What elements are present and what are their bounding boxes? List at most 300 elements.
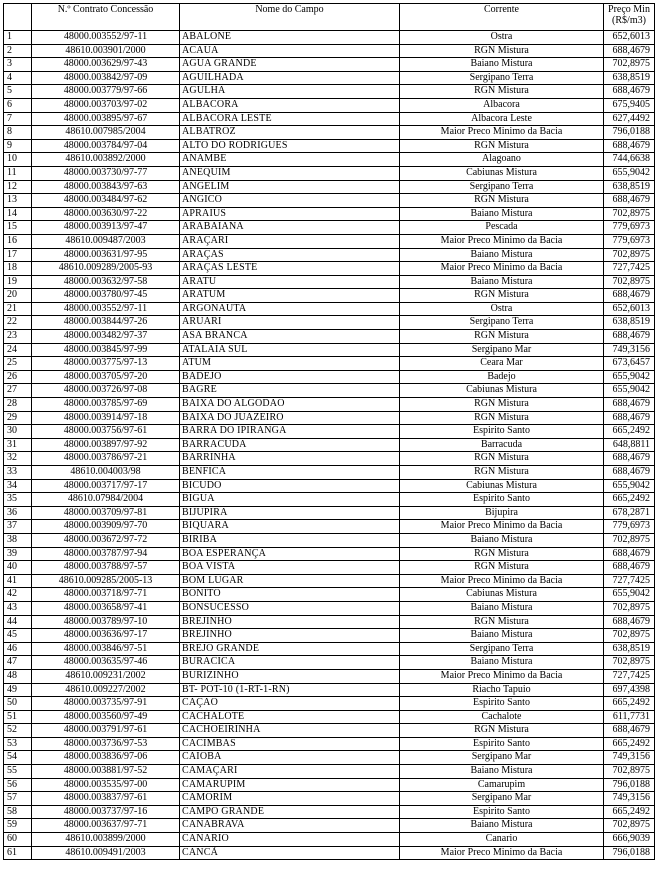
current-name: RGN Mistura: [400, 411, 604, 425]
min-price: 665,2492: [604, 697, 655, 711]
current-name: Baiano Mistura: [400, 629, 604, 643]
field-name: BARRA DO IPIRANGA: [180, 425, 400, 439]
table-body: [4, 31, 655, 860]
table-row: [4, 234, 655, 248]
min-price: 749,3156: [604, 343, 655, 357]
current-name: RGN Mistura: [400, 466, 604, 480]
current-name: Canario: [400, 833, 604, 847]
header-row: [4, 4, 655, 31]
contract-number: 48610.07984/2004: [32, 493, 180, 507]
row-index: 2: [4, 44, 32, 58]
row-index: 45: [4, 629, 32, 643]
table-row: [4, 751, 655, 765]
row-index: 33: [4, 466, 32, 480]
row-index: 44: [4, 615, 32, 629]
field-name: ABALONE: [180, 31, 400, 45]
contract-number: 48000.003785/97-69: [32, 398, 180, 412]
field-name: BAIXA DO ALGODAO: [180, 398, 400, 412]
current-name: RGN Mistura: [400, 615, 604, 629]
contract-number: 48000.003844/97-26: [32, 316, 180, 330]
current-name: RGN Mistura: [400, 452, 604, 466]
field-name: ALTO DO RODRIGUES: [180, 139, 400, 153]
field-name: BIGUA: [180, 493, 400, 507]
header-price-line2: (R$/m3): [612, 15, 646, 26]
header-contract: N.º Contrato Concessão: [32, 4, 180, 31]
min-price: 665,2492: [604, 805, 655, 819]
table-row: [4, 85, 655, 99]
field-name: AGUA GRANDE: [180, 58, 400, 72]
current-name: Baiano Mistura: [400, 533, 604, 547]
table-row: [4, 765, 655, 779]
current-name: Maior Preco Minimo da Bacia: [400, 669, 604, 683]
field-name: BURACICA: [180, 656, 400, 670]
current-name: RGN Mistura: [400, 547, 604, 561]
table-row: [4, 710, 655, 724]
contract-number: 48610.003901/2000: [32, 44, 180, 58]
field-name: ARABAIANA: [180, 221, 400, 235]
min-price: 688,4679: [604, 330, 655, 344]
field-name: BREJO GRANDE: [180, 642, 400, 656]
field-name: ARAÇAS LESTE: [180, 262, 400, 276]
current-name: Maior Preco Minimo da Bacia: [400, 846, 604, 860]
table-row: [4, 452, 655, 466]
current-name: Baiano Mistura: [400, 207, 604, 221]
current-name: Maior Preco Minimo da Bacia: [400, 234, 604, 248]
current-name: Baiano Mistura: [400, 819, 604, 833]
table-row: [4, 289, 655, 303]
min-price: 652,6013: [604, 302, 655, 316]
contract-number: 48000.003786/97-21: [32, 452, 180, 466]
contract-number: 48000.003909/97-70: [32, 520, 180, 534]
contract-number: 48000.003845/97-99: [32, 343, 180, 357]
field-name: ATALAIA SUL: [180, 343, 400, 357]
row-index: 55: [4, 765, 32, 779]
row-index: 29: [4, 411, 32, 425]
contract-number: 48000.003843/97-63: [32, 180, 180, 194]
table-row: [4, 683, 655, 697]
table-row: [4, 561, 655, 575]
table-row: [4, 302, 655, 316]
contract-number: 48000.003552/97-11: [32, 31, 180, 45]
row-index: 54: [4, 751, 32, 765]
row-index: 1: [4, 31, 32, 45]
table-row: [4, 153, 655, 167]
min-price: 655,9042: [604, 384, 655, 398]
min-price: 688,4679: [604, 44, 655, 58]
field-name: BOM LUGAR: [180, 574, 400, 588]
current-name: Espirito Santo: [400, 737, 604, 751]
contract-number: 48000.003726/97-08: [32, 384, 180, 398]
field-name: CAMARUPIM: [180, 778, 400, 792]
table-row: [4, 275, 655, 289]
current-name: Baiano Mistura: [400, 656, 604, 670]
field-name: BICUDO: [180, 479, 400, 493]
contract-number: 48000.003787/97-94: [32, 547, 180, 561]
min-price: 779,6973: [604, 221, 655, 235]
current-name: Cabiunas Mistura: [400, 479, 604, 493]
field-name: BOA ESPERANÇA: [180, 547, 400, 561]
min-price: 688,4679: [604, 724, 655, 738]
field-name: BURIZINHO: [180, 669, 400, 683]
min-price: 688,4679: [604, 194, 655, 208]
table-row: [4, 71, 655, 85]
min-price: 665,2492: [604, 493, 655, 507]
header-field-name: Nome do Campo: [180, 4, 400, 31]
min-price: 678,2871: [604, 506, 655, 520]
contract-number: 48000.003637/97-71: [32, 819, 180, 833]
current-name: Ostra: [400, 31, 604, 45]
table-row: [4, 615, 655, 629]
row-index: 40: [4, 561, 32, 575]
row-index: 9: [4, 139, 32, 153]
min-price: 702,8975: [604, 207, 655, 221]
current-name: Sergipano Mar: [400, 751, 604, 765]
row-index: 25: [4, 357, 32, 371]
field-name: BADEJO: [180, 370, 400, 384]
table-row: [4, 139, 655, 153]
row-index: 22: [4, 316, 32, 330]
contract-number: 48000.003482/97-37: [32, 330, 180, 344]
row-index: 28: [4, 398, 32, 412]
field-name: CANCÃ: [180, 846, 400, 860]
field-name: CAÇAO: [180, 697, 400, 711]
row-index: 4: [4, 71, 32, 85]
contract-number: 48000.003735/97-91: [32, 697, 180, 711]
table-row: [4, 248, 655, 262]
min-price: 702,8975: [604, 765, 655, 779]
row-index: 26: [4, 370, 32, 384]
contract-number: 48610.004003/98: [32, 466, 180, 480]
document-page: [3, 3, 655, 860]
table-row: [4, 180, 655, 194]
contract-number: 48000.003780/97-45: [32, 289, 180, 303]
field-name: BONSUCESSO: [180, 601, 400, 615]
contract-number: 48000.003789/97-10: [32, 615, 180, 629]
table-row: [4, 425, 655, 439]
table-row: [4, 533, 655, 547]
contract-number: 48000.003709/97-81: [32, 506, 180, 520]
min-price: 638,8519: [604, 642, 655, 656]
contract-number: 48000.003788/97-57: [32, 561, 180, 575]
min-price: 655,9042: [604, 166, 655, 180]
min-price: 627,4492: [604, 112, 655, 126]
contract-number: 48000.003705/97-20: [32, 370, 180, 384]
table-row: [4, 357, 655, 371]
row-index: 19: [4, 275, 32, 289]
current-name: Barracuda: [400, 438, 604, 452]
min-price: 727,7425: [604, 574, 655, 588]
row-index: 7: [4, 112, 32, 126]
field-name: BAIXA DO JUAZEIRO: [180, 411, 400, 425]
contract-number: 48610.009231/2002: [32, 669, 180, 683]
contract-number: 48000.003703/97-02: [32, 98, 180, 112]
current-name: Sergipano Terra: [400, 316, 604, 330]
contract-number: 48610.009487/2003: [32, 234, 180, 248]
field-name: ANEQUIM: [180, 166, 400, 180]
contract-number: 48000.003784/97-04: [32, 139, 180, 153]
table-row: [4, 778, 655, 792]
field-name: ARATUM: [180, 289, 400, 303]
min-price: 652,6013: [604, 31, 655, 45]
min-price: 665,2492: [604, 425, 655, 439]
field-name: BARRACUDA: [180, 438, 400, 452]
min-price: 655,9042: [604, 370, 655, 384]
table-row: [4, 642, 655, 656]
min-price: 688,4679: [604, 561, 655, 575]
current-name: Pescada: [400, 221, 604, 235]
row-index: 46: [4, 642, 32, 656]
current-name: RGN Mistura: [400, 330, 604, 344]
row-index: 8: [4, 126, 32, 140]
header-price-line1: Preço Min: [608, 4, 650, 15]
contract-number: 48000.003836/97-06: [32, 751, 180, 765]
min-price: 702,8975: [604, 248, 655, 262]
min-price: 688,4679: [604, 411, 655, 425]
field-name: ALBATROZ: [180, 126, 400, 140]
current-name: Badejo: [400, 370, 604, 384]
field-name: BARRINHA: [180, 452, 400, 466]
contract-number: 48000.003779/97-66: [32, 85, 180, 99]
min-price: 648,8811: [604, 438, 655, 452]
table-row: [4, 316, 655, 330]
field-name: BOA VISTA: [180, 561, 400, 575]
field-name: BONITO: [180, 588, 400, 602]
contract-number: 48000.003630/97-22: [32, 207, 180, 221]
row-index: 17: [4, 248, 32, 262]
row-index: 23: [4, 330, 32, 344]
field-name: BIQUARA: [180, 520, 400, 534]
field-name: ANGELIM: [180, 180, 400, 194]
header-index: [4, 4, 32, 31]
table-row: [4, 493, 655, 507]
current-name: Cabiunas Mistura: [400, 588, 604, 602]
field-name: ARAÇAS: [180, 248, 400, 262]
row-index: 30: [4, 425, 32, 439]
min-price: 744,6638: [604, 153, 655, 167]
current-name: RGN Mistura: [400, 139, 604, 153]
row-index: 32: [4, 452, 32, 466]
min-price: 702,8975: [604, 533, 655, 547]
contract-number: 48610.003899/2000: [32, 833, 180, 847]
table-row: [4, 384, 655, 398]
current-name: Maior Preco Minimo da Bacia: [400, 574, 604, 588]
table-row: [4, 833, 655, 847]
min-price: 697,4398: [604, 683, 655, 697]
row-index: 50: [4, 697, 32, 711]
row-index: 57: [4, 792, 32, 806]
contract-number: 48000.003897/97-92: [32, 438, 180, 452]
contract-number: 48610.009491/2003: [32, 846, 180, 860]
table-row: [4, 194, 655, 208]
contract-number: 48000.003535/97-00: [32, 778, 180, 792]
min-price: 702,8975: [604, 629, 655, 643]
contract-number: 48000.003629/97-43: [32, 58, 180, 72]
current-name: Camarupim: [400, 778, 604, 792]
field-name: CAMAÇARI: [180, 765, 400, 779]
field-name: ARAÇARI: [180, 234, 400, 248]
row-index: 15: [4, 221, 32, 235]
min-price: 666,9039: [604, 833, 655, 847]
contract-number: 48000.003842/97-09: [32, 71, 180, 85]
current-name: Sergipano Terra: [400, 180, 604, 194]
table-row: [4, 221, 655, 235]
min-price: 688,4679: [604, 139, 655, 153]
contract-number: 48610.009289/2005-93: [32, 262, 180, 276]
contract-number: 48000.003658/97-41: [32, 601, 180, 615]
contract-number: 48000.003635/97-46: [32, 656, 180, 670]
current-name: Espirito Santo: [400, 493, 604, 507]
table-row: [4, 411, 655, 425]
row-index: 38: [4, 533, 32, 547]
table-row: [4, 520, 655, 534]
min-price: 702,8975: [604, 656, 655, 670]
min-price: 749,3156: [604, 751, 655, 765]
row-index: 52: [4, 724, 32, 738]
contracts-table: [3, 3, 655, 860]
row-index: 36: [4, 506, 32, 520]
table-row: [4, 697, 655, 711]
contract-number: 48000.003913/97-47: [32, 221, 180, 235]
current-name: Alagoano: [400, 153, 604, 167]
current-name: Sergipano Mar: [400, 792, 604, 806]
field-name: ALBACORA LESTE: [180, 112, 400, 126]
min-price: 727,7425: [604, 669, 655, 683]
table-header: [4, 4, 655, 31]
table-row: [4, 207, 655, 221]
field-name: ARATU: [180, 275, 400, 289]
min-price: 702,8975: [604, 275, 655, 289]
table-row: [4, 343, 655, 357]
current-name: Cabiunas Mistura: [400, 166, 604, 180]
field-name: CANARIO: [180, 833, 400, 847]
current-name: Espirito Santo: [400, 697, 604, 711]
contract-number: 48610.009227/2002: [32, 683, 180, 697]
current-name: RGN Mistura: [400, 724, 604, 738]
table-row: [4, 112, 655, 126]
current-name: Maior Preco Minimo da Bacia: [400, 520, 604, 534]
row-index: 51: [4, 710, 32, 724]
current-name: Ceara Mar: [400, 357, 604, 371]
table-row: [4, 601, 655, 615]
current-name: Baiano Mistura: [400, 58, 604, 72]
field-name: ACAUA: [180, 44, 400, 58]
field-name: BT- POT-10 (1-RT-1-RN): [180, 683, 400, 697]
field-name: CANABRAVA: [180, 819, 400, 833]
current-name: Maior Preco Minimo da Bacia: [400, 126, 604, 140]
min-price: 665,2492: [604, 737, 655, 751]
contract-number: 48000.003846/97-51: [32, 642, 180, 656]
field-name: BIRIBA: [180, 533, 400, 547]
min-price: 688,4679: [604, 547, 655, 561]
table-row: [4, 370, 655, 384]
row-index: 34: [4, 479, 32, 493]
row-index: 41: [4, 574, 32, 588]
table-row: [4, 262, 655, 276]
row-index: 13: [4, 194, 32, 208]
min-price: 796,0188: [604, 846, 655, 860]
table-row: [4, 629, 655, 643]
row-index: 27: [4, 384, 32, 398]
current-name: Sergipano Terra: [400, 642, 604, 656]
table-row: [4, 330, 655, 344]
field-name: CACHALOTE: [180, 710, 400, 724]
min-price: 688,4679: [604, 289, 655, 303]
min-price: 655,9042: [604, 588, 655, 602]
table-row: [4, 126, 655, 140]
table-row: [4, 669, 655, 683]
row-index: 11: [4, 166, 32, 180]
row-index: 58: [4, 805, 32, 819]
current-name: Riacho Tapuio: [400, 683, 604, 697]
min-price: 688,4679: [604, 452, 655, 466]
row-index: 39: [4, 547, 32, 561]
row-index: 21: [4, 302, 32, 316]
current-name: RGN Mistura: [400, 561, 604, 575]
row-index: 49: [4, 683, 32, 697]
current-name: Ostra: [400, 302, 604, 316]
row-index: 5: [4, 85, 32, 99]
min-price: 673,6457: [604, 357, 655, 371]
field-name: BREJINHO: [180, 615, 400, 629]
min-price: 779,6973: [604, 520, 655, 534]
field-name: CAMORIM: [180, 792, 400, 806]
row-index: 6: [4, 98, 32, 112]
min-price: 796,0188: [604, 126, 655, 140]
field-name: BAGRE: [180, 384, 400, 398]
header-price: [604, 4, 655, 31]
current-name: Espirito Santo: [400, 425, 604, 439]
contract-number: 48000.003632/97-58: [32, 275, 180, 289]
min-price: 655,9042: [604, 479, 655, 493]
row-index: 18: [4, 262, 32, 276]
min-price: 638,8519: [604, 71, 655, 85]
field-name: CAIOBA: [180, 751, 400, 765]
current-name: RGN Mistura: [400, 85, 604, 99]
field-name: ATUM: [180, 357, 400, 371]
min-price: 675,9405: [604, 98, 655, 112]
field-name: AGULHA: [180, 85, 400, 99]
field-name: AGUILHADA: [180, 71, 400, 85]
min-price: 688,4679: [604, 85, 655, 99]
row-index: 59: [4, 819, 32, 833]
row-index: 16: [4, 234, 32, 248]
field-name: ANGICO: [180, 194, 400, 208]
table-row: [4, 479, 655, 493]
contract-number: 48000.003484/97-62: [32, 194, 180, 208]
contract-number: 48000.003718/97-71: [32, 588, 180, 602]
contract-number: 48000.003552/97-11: [32, 302, 180, 316]
field-name: CAMPO GRANDE: [180, 805, 400, 819]
field-name: CACIMBAS: [180, 737, 400, 751]
table-row: [4, 466, 655, 480]
current-name: RGN Mistura: [400, 289, 604, 303]
contract-number: 48000.003636/97-17: [32, 629, 180, 643]
current-name: RGN Mistura: [400, 44, 604, 58]
row-index: 53: [4, 737, 32, 751]
current-name: Baiano Mistura: [400, 601, 604, 615]
contract-number: 48000.003756/97-61: [32, 425, 180, 439]
table-row: [4, 588, 655, 602]
field-name: CACHOEIRINHA: [180, 724, 400, 738]
row-index: 24: [4, 343, 32, 357]
min-price: 796,0188: [604, 778, 655, 792]
contract-number: 48000.003730/97-77: [32, 166, 180, 180]
row-index: 48: [4, 669, 32, 683]
table-row: [4, 31, 655, 45]
current-name: RGN Mistura: [400, 194, 604, 208]
table-row: [4, 846, 655, 860]
table-row: [4, 724, 655, 738]
